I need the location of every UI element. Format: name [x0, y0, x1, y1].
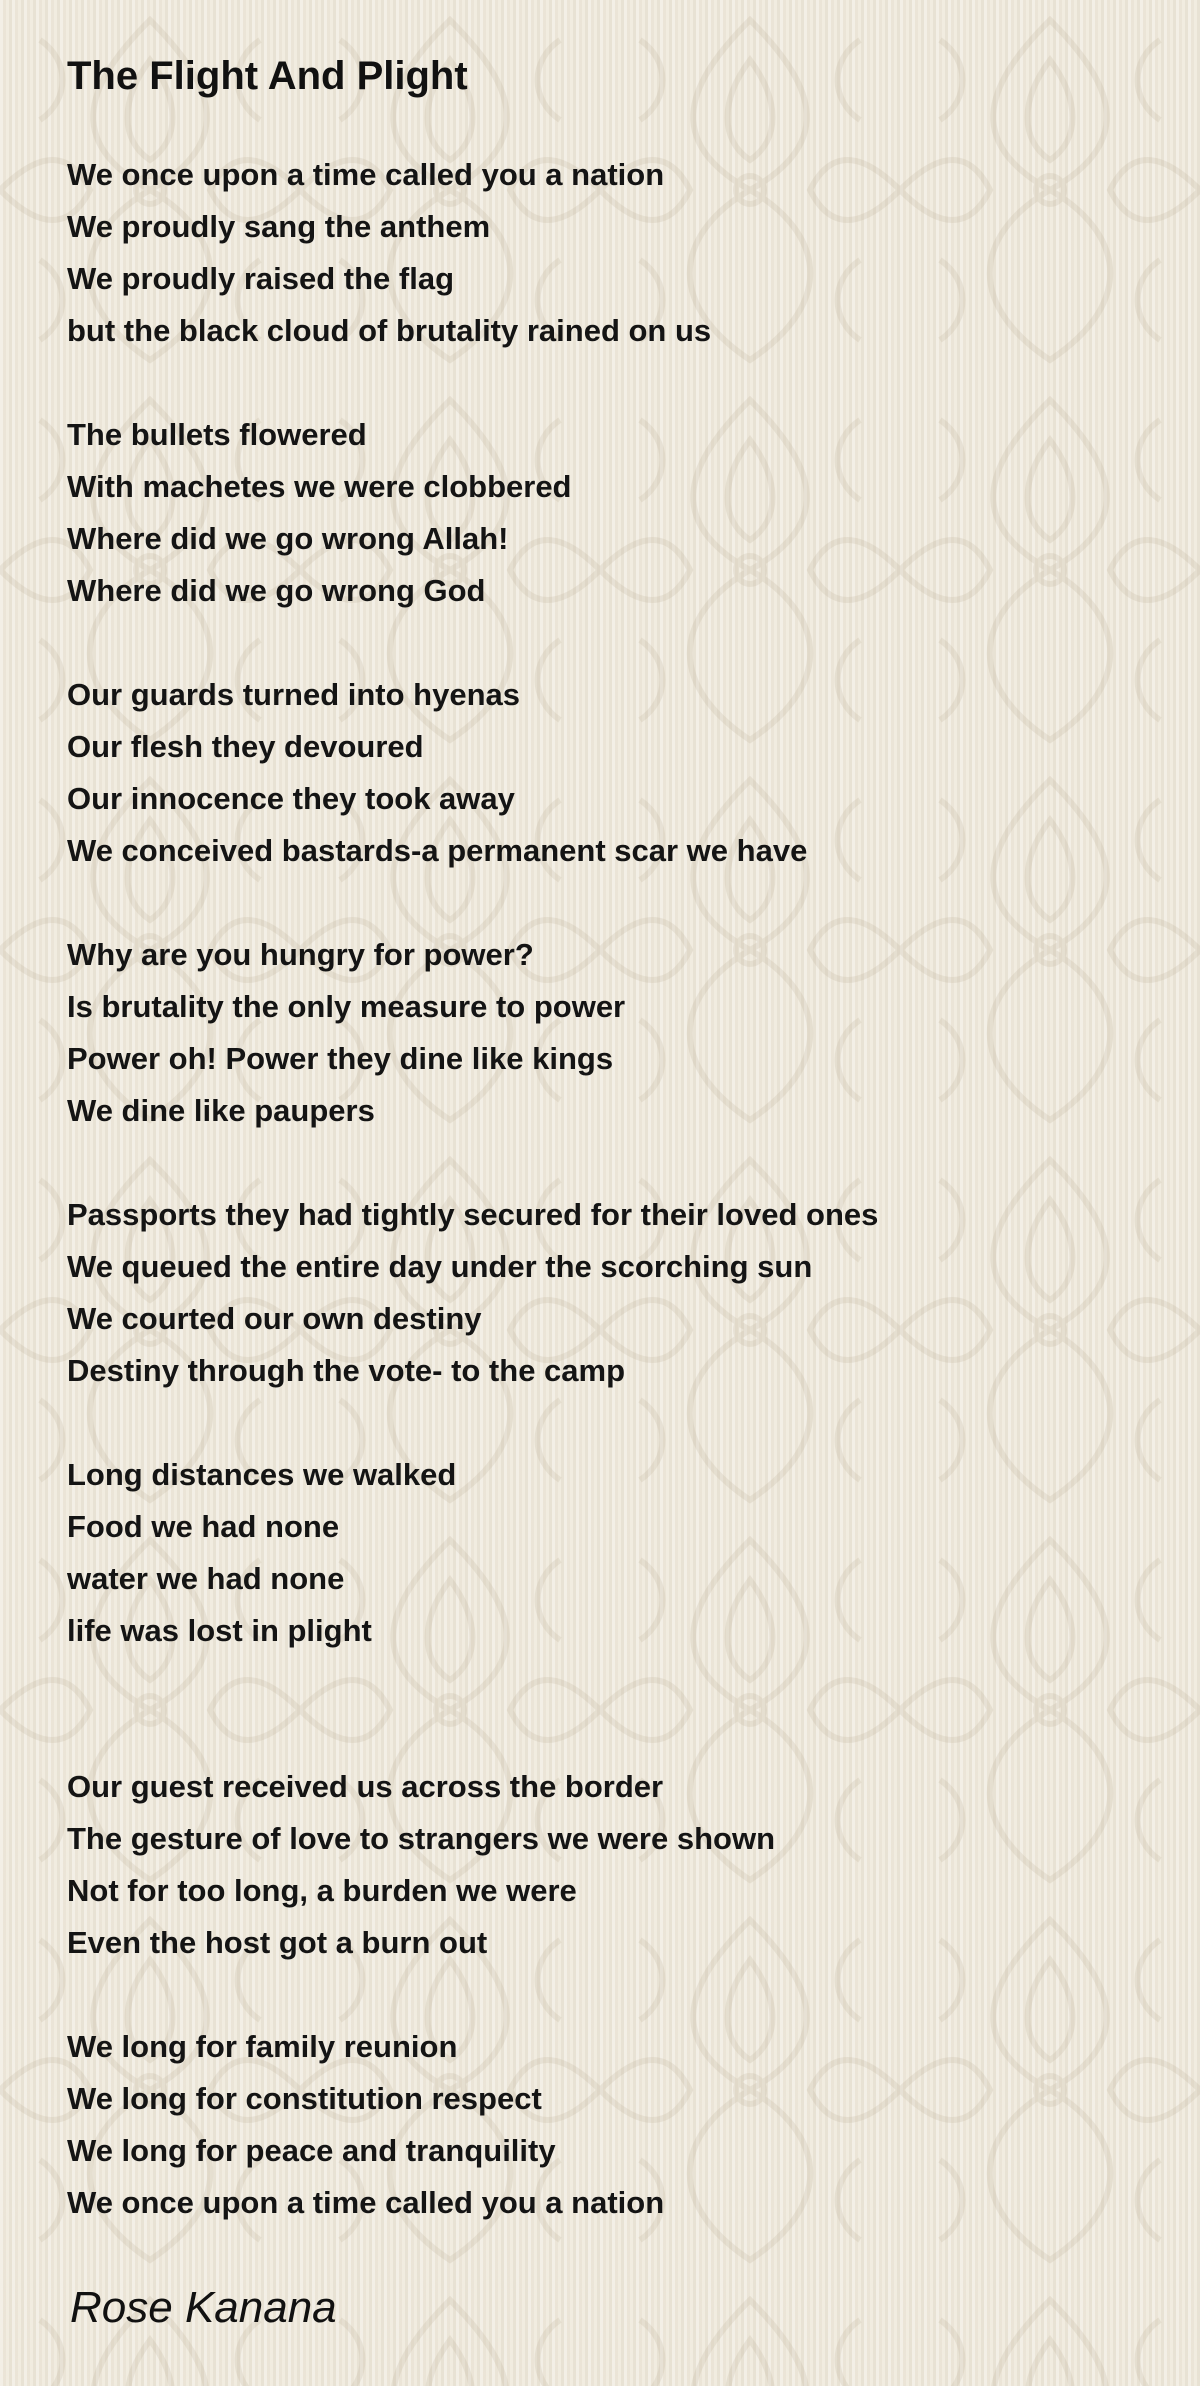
poem-line: Long distances we walked: [67, 1457, 457, 1492]
poem-line: Our guards turned into hyenas: [67, 677, 520, 712]
poem-line: Where did we go wrong God: [67, 573, 486, 608]
poem-line: We long for constitution respect: [67, 2081, 542, 2116]
poem-line: Passports they had tightly secured for their loved ones: [67, 1197, 879, 1232]
poem-line: Even the host got a burn out: [67, 1925, 488, 1960]
poem-line: We once upon a time called you a nation: [67, 157, 665, 192]
poem-line: life was lost in plight: [67, 1613, 372, 1648]
poem-line: We proudly raised the flag: [67, 261, 455, 296]
stanza: [67, 1189, 878, 1397]
stanza: [67, 2021, 878, 2229]
poem-line: Where did we go wrong Allah!: [67, 521, 509, 556]
poem-line: The gesture of love to strangers we were shown: [67, 1821, 776, 1856]
poem-line: Is brutality the only measure to power: [67, 989, 626, 1024]
poem-line: We proudly sang the anthem: [67, 209, 491, 244]
poem-line: Not for too long, a burden we were: [67, 1873, 577, 1908]
stanza: [67, 669, 878, 877]
poem-line: We courted our own destiny: [67, 1301, 482, 1336]
poem-title: The Flight And Plight: [67, 54, 468, 98]
poem-line: but the black cloud of brutality rained on us: [67, 313, 712, 348]
poem-line: Our innocence they took away: [67, 781, 515, 816]
stanza: [67, 1761, 878, 1969]
poem-line: Power oh! Power they dine like kings: [67, 1041, 614, 1076]
stanza: [67, 149, 878, 357]
poem-line: Destiny through the vote- to the camp: [67, 1353, 626, 1388]
poem-line: Our flesh they devoured: [67, 729, 424, 764]
poem-line: Our guest received us across the border: [67, 1769, 664, 1804]
stanza: [67, 929, 878, 1137]
stanza: [67, 1449, 878, 1657]
poem-line: With machetes we were clobbered: [67, 469, 572, 504]
stanza: [67, 409, 878, 617]
poem-line: water we had none: [67, 1561, 345, 1596]
poem-line: We queued the entire day under the scorching sun: [67, 1249, 813, 1284]
poem-line: Food we had none: [67, 1509, 340, 1544]
poem-line: We conceived bastards-a permanent scar we have: [67, 833, 808, 868]
poem-author: Rose Kanana: [70, 2283, 337, 2332]
poem-body: [67, 149, 878, 2281]
poem-line: We long for family reunion: [67, 2029, 458, 2064]
poem-line: Why are you hungry for power?: [67, 937, 534, 972]
poem-line: The bullets flowered: [67, 417, 367, 452]
poem-line: We once upon a time called you a nation: [67, 2185, 665, 2220]
poem-line: We long for peace and tranquility: [67, 2133, 556, 2168]
poem-line: We dine like paupers: [67, 1093, 375, 1128]
